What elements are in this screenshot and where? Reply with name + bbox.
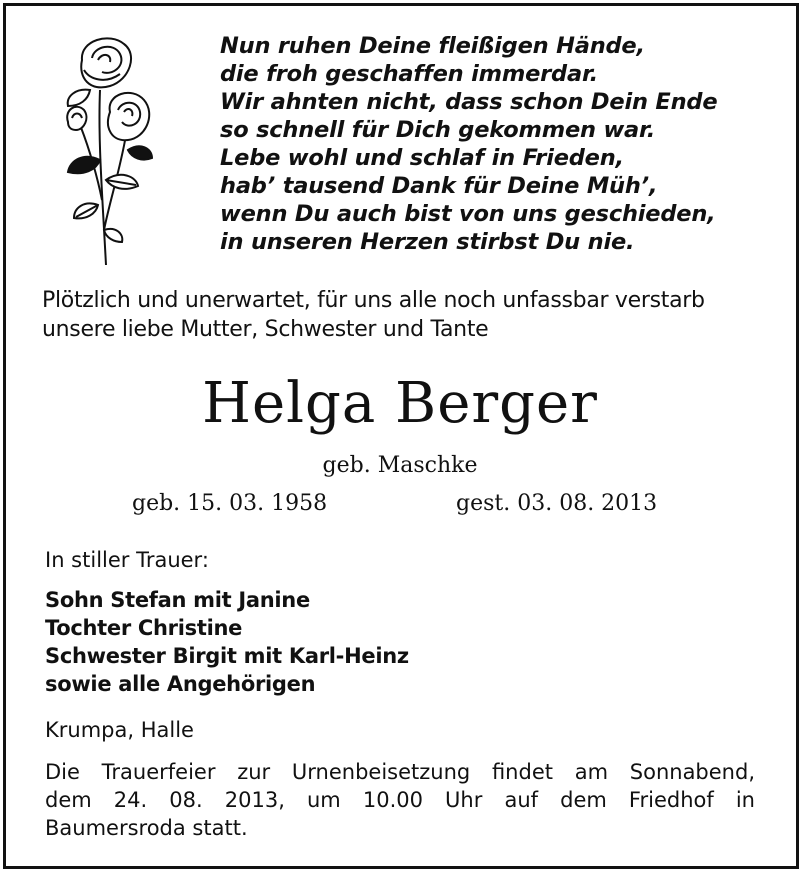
poem-line: in unseren Herzen stirbst Du nie. <box>220 229 635 255</box>
mourning-label: In stiller Trauer: <box>45 548 209 572</box>
deceased-name: Helga Berger <box>202 371 598 436</box>
intro-line: unsere liebe Mutter, Schwester und Tante <box>42 317 489 342</box>
poem-line: Nun ruhen Deine fleißigen Hände, <box>220 33 645 59</box>
ceremony-info <box>45 758 755 842</box>
rose-illustration <box>40 30 170 270</box>
poem-line: wenn Du auch bist von uns geschieden, <box>220 201 716 227</box>
mourner-item: sowie alle Angehörigen <box>45 672 316 696</box>
poem-line: Wir ahnten nicht, dass schon Dein Ende <box>220 89 718 115</box>
ceremony-line: Baumersroda statt. <box>45 816 248 840</box>
mourner-item: Tochter Christine <box>45 616 243 640</box>
intro-text <box>42 286 705 344</box>
poem-line: hab’ tausend Dank für Deine Müh’, <box>220 173 658 199</box>
birth-name: geb. Maschke <box>322 453 478 478</box>
death-date: gest. 03. 08. 2013 <box>456 491 658 516</box>
poem <box>220 32 717 256</box>
birth-date: geb. 15. 03. 1958 <box>132 491 328 516</box>
mourner-item: Schwester Birgit mit Karl-Heinz <box>45 644 409 668</box>
poem-line: Lebe wohl und schlaf in Frieden, <box>220 145 624 171</box>
poem-line: so schnell für Dich gekommen war. <box>220 117 656 143</box>
ceremony-line: Die Trauerfeier zur Urnenbeisetzung findet am Sonnabend, <box>45 760 755 784</box>
mourners-list <box>45 586 409 698</box>
poem-line: die froh geschaffen immerdar. <box>220 61 598 87</box>
intro-line: Plötzlich und unerwartet, für uns alle noch unfassbar verstarb <box>42 288 705 313</box>
ceremony-line: dem 24. 08. 2013, um 10.00 Uhr auf dem Friedhof in <box>45 788 755 812</box>
mourner-item: Sohn Stefan mit Janine <box>45 588 310 612</box>
place: Krumpa, Halle <box>45 718 194 742</box>
